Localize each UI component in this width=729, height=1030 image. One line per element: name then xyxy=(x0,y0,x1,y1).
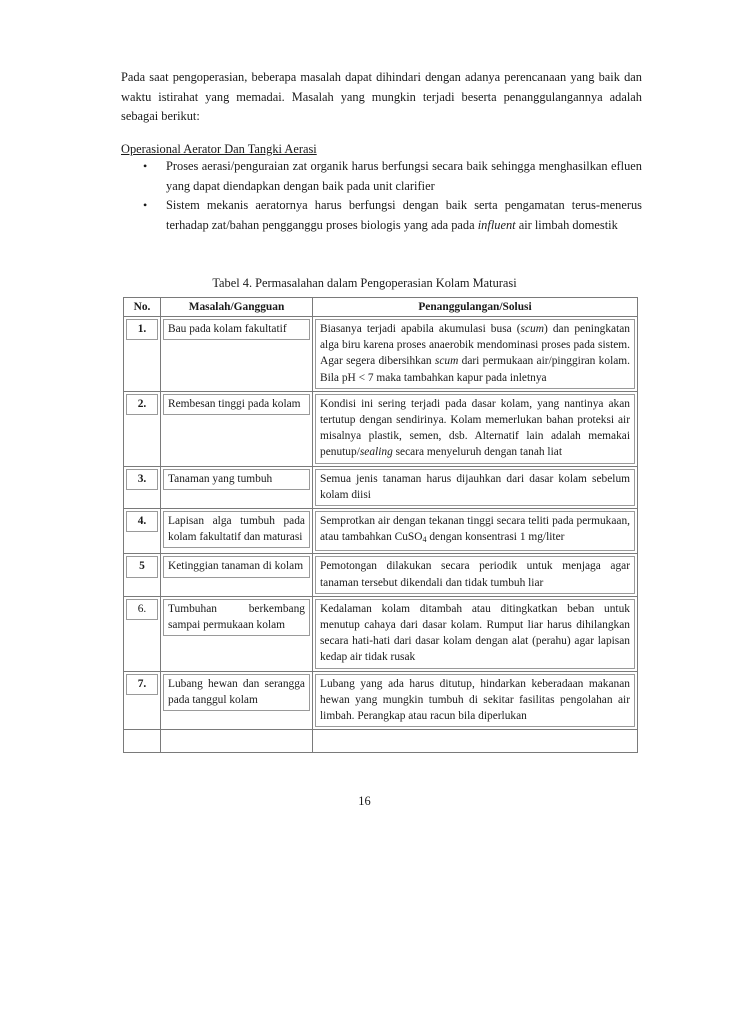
table-row-empty xyxy=(124,730,638,753)
row-solution: Pemotongan dilakukan secara periodik untuk menjaga agar tanaman tersebut dikendali dan tidak tumbuh liar xyxy=(315,556,635,593)
row-number: 3. xyxy=(126,469,158,490)
row-problem: Tumbuhan berkembang sampai permukaan kolam xyxy=(163,599,310,636)
bullet-item-aeration xyxy=(121,157,642,196)
row-problem: Rembesan tinggi pada kolam xyxy=(163,394,310,415)
bullet-text: air limbah domestik xyxy=(515,217,618,232)
table-row xyxy=(124,596,638,671)
bullet-text: Proses aerasi/penguraian zat organik harus berfungsi secara baik sehingga menghasilkan efluen yang dapat diendapkan dengan baik pada unit clarifier xyxy=(166,159,642,193)
table-header-row xyxy=(124,298,638,317)
table-row xyxy=(124,671,638,730)
row-solution: Biasanya terjadi apabila akumulasi busa (scum) dan peningkatan alga biru karena proses anaerobik mendominasi proses pada sistem. Agar segera dibersihkan scum dari permukaan air/pinggiran kolam. Bila pH < 7 maka tambahkan kapur pada inletnya xyxy=(315,319,635,389)
table-row xyxy=(124,466,638,508)
row-solution: Semua jenis tanaman harus dijauhkan dari dasar kolam sebelum kolam diisi xyxy=(315,469,635,506)
table-row xyxy=(124,391,638,466)
bullet-item-mechanical xyxy=(121,196,642,235)
row-solution: Kedalaman kolam ditambah atau ditingkatkan beban untuk menutup cahaya dari dasar kolam. Rumput liar harus dihilangkan secara hati-hati dari dasar kolam dengan alat (perahu) agar lapisan kedap air tidak rusak xyxy=(315,599,635,669)
table-row xyxy=(124,317,638,392)
row-problem: Tanaman yang tumbuh xyxy=(163,469,310,490)
row-number: 1. xyxy=(126,319,158,340)
table-row xyxy=(124,554,638,596)
empty-cell xyxy=(124,730,161,753)
bullet-text-italic: influent xyxy=(477,217,516,232)
row-solution: Kondisi ini sering terjadi pada dasar kolam, yang nantinya akan tertutup dengan sendirinya. Kolam memerlukan bahan proteksi air misalnya plastik, semen, dsb. Alternatif lain adalah memakai penutup/sealing secara menyeluruh dengan tanah liat xyxy=(315,394,635,464)
empty-cell xyxy=(313,730,638,753)
row-problem: Ketinggian tanaman di kolam xyxy=(163,556,310,577)
row-number: 5 xyxy=(126,556,158,577)
page-number: 16 xyxy=(358,794,371,808)
table-row xyxy=(124,509,638,554)
section-heading: Operasional Aerator Dan Tangki Aerasi xyxy=(121,142,317,156)
empty-cell xyxy=(161,730,313,753)
row-number: 2. xyxy=(126,394,158,415)
row-problem: Lapisan alga tumbuh pada kolam fakultatif dan maturasi xyxy=(163,511,310,548)
row-number: 7. xyxy=(126,674,158,695)
bullet-list xyxy=(121,157,642,235)
header-solution: Penanggulangan/Solusi xyxy=(313,298,638,317)
table-caption: Tabel 4. Permasalahan dalam Pengoperasian Kolam Maturasi xyxy=(212,276,517,290)
intro-paragraph: Pada saat pengoperasian, beberapa masalah dapat dihindari dengan adanya perencanaan yang baik dan waktu istirahat yang memadai. Masalah yang mungkin terjadi beserta penanggulangannya adalah sebagai berikut: xyxy=(121,70,642,123)
row-solution: Lubang yang ada harus ditutup, hindarkan keberadaan makanan hewan yang mungkin tumbuh di sekitar fasilitas pengolahan air limbah. Perangkap atau racun bila diperlukan xyxy=(315,674,635,728)
problems-table xyxy=(123,297,638,753)
bullet-icon: • xyxy=(143,159,148,173)
header-problem: Masalah/Gangguan xyxy=(161,298,313,317)
bullet-icon: • xyxy=(143,198,148,212)
row-solution: Semprotkan air dengan tekanan tinggi secara teliti pada permukaan, atau tambahkan CuSO$_4$ dengan konsentrasi 1 mg/liter xyxy=(315,511,635,551)
header-no: No. xyxy=(124,298,161,317)
row-number: 4. xyxy=(126,511,158,532)
row-problem: Lubang hewan dan serangga pada tanggul kolam xyxy=(163,674,310,711)
row-problem: Bau pada kolam fakultatif xyxy=(163,319,310,340)
bullet-text: Sistem mekanis aeratornya harus berfungsi dengan baik serta pengamatan terus-menerus terhadap zat/bahan pengganggu proses biologis yang ada pada xyxy=(166,198,642,232)
row-number: 6. xyxy=(126,599,158,620)
